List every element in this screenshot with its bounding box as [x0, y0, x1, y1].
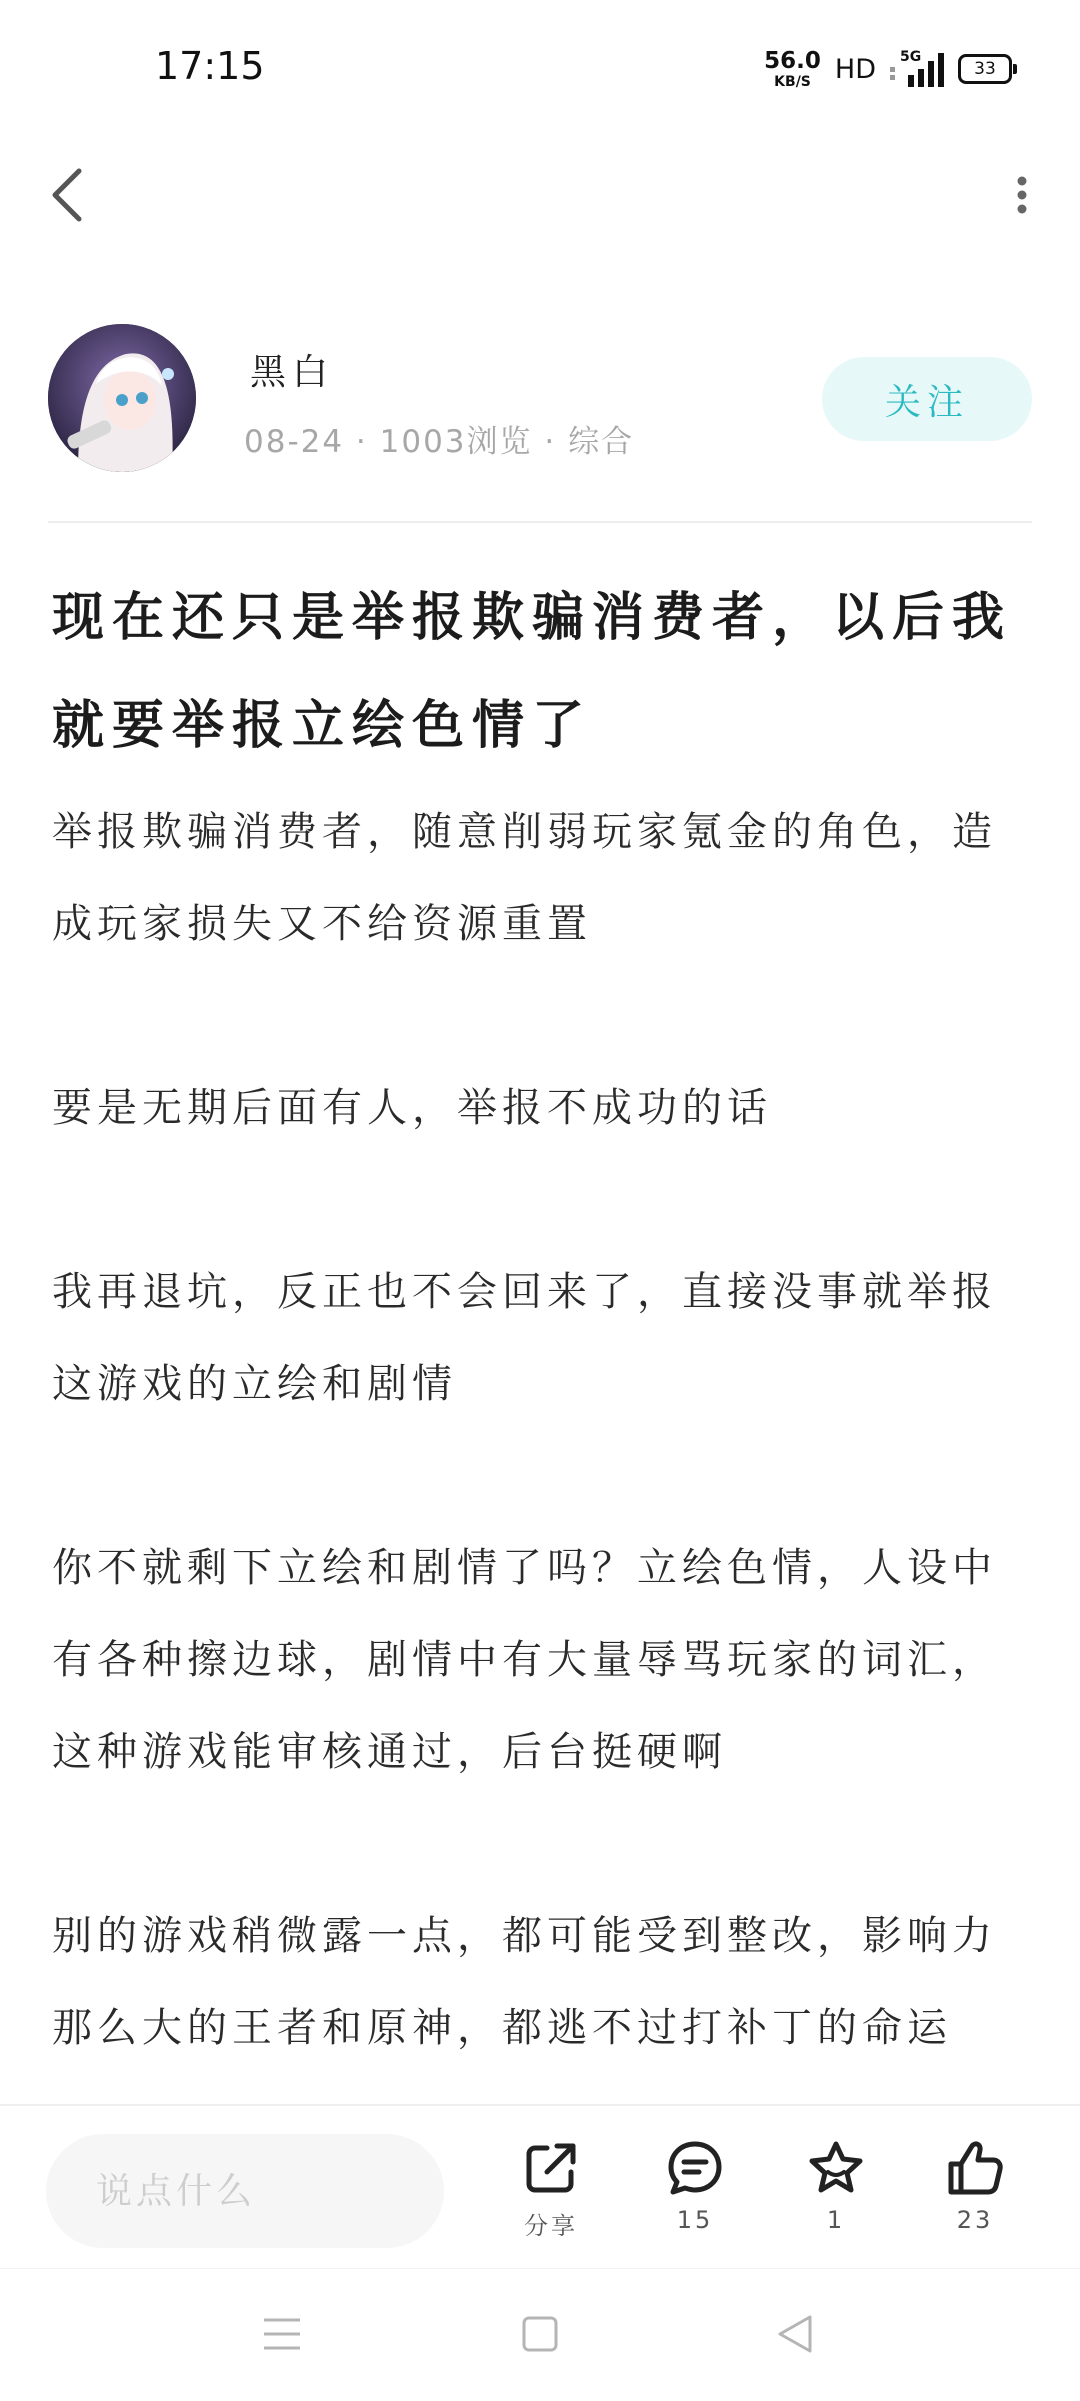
- status-time: 17:15: [155, 44, 265, 88]
- menu-icon: [262, 2316, 302, 2352]
- article-paragraph: 举报欺骗消费者，随意削弱玩家氪金的角色，造成玩家损失又不给资源重置: [52, 809, 997, 947]
- article-paragraph: 你不就剩下立绘和剧情了吗？立绘色情，人设中有各种擦边球，剧情中有大量辱骂玩家的词汇，这种游戏能审核通过，后台挺硬啊: [52, 1545, 997, 1775]
- status-bar: [0, 0, 1080, 130]
- system-nav-bar: [0, 2268, 1080, 2401]
- article-paragraph: 我再退坑，反正也不会回来了，直接没事就举报这游戏的立绘和剧情: [52, 1269, 997, 1407]
- follow-button[interactable]: 关注: [822, 357, 1032, 441]
- battery-level: 33: [974, 59, 996, 79]
- comment-input[interactable]: [46, 2134, 444, 2248]
- author-header: [0, 320, 1080, 480]
- more-options-button[interactable]: [992, 160, 1052, 230]
- star-icon: [806, 2138, 866, 2198]
- share-button[interactable]: [496, 2138, 606, 2250]
- network-speed: [764, 47, 821, 90]
- square-home-icon: [521, 2315, 559, 2353]
- favorite-button[interactable]: [781, 2138, 891, 2250]
- bottom-action-bar: [0, 2104, 1080, 2270]
- top-nav: [0, 140, 1080, 250]
- comment-button[interactable]: [640, 2138, 750, 2250]
- article-title: 现在还只是举报欺骗消费者，以后我就要举报立绘色情了: [52, 588, 1013, 756]
- comment-count: 15: [676, 2206, 714, 2234]
- share-icon: [521, 2138, 581, 2198]
- battery-icon: [958, 54, 1012, 84]
- signal-icon: [890, 51, 944, 87]
- status-indicators: [764, 44, 1012, 94]
- share-label: 分享: [524, 2212, 578, 2240]
- author-name[interactable]: 黑白: [250, 352, 335, 393]
- more-vertical-icon: [1015, 175, 1029, 215]
- favorite-count: 1: [826, 2206, 846, 2234]
- comment-icon: [665, 2138, 725, 2198]
- article-body: [52, 786, 1032, 2102]
- recent-apps-button[interactable]: [242, 2299, 322, 2369]
- avatar[interactable]: [48, 324, 196, 472]
- network-speed-value: 56.0: [764, 47, 821, 74]
- thumbs-up-icon: [945, 2138, 1005, 2198]
- like-count: 23: [956, 2206, 994, 2234]
- back-button[interactable]: [36, 160, 96, 230]
- chevron-left-icon: [49, 167, 83, 223]
- hd-indicator: HD: [834, 53, 876, 85]
- triangle-back-icon: [774, 2313, 814, 2355]
- system-back-button[interactable]: [754, 2299, 834, 2369]
- post-meta: 08-24 · 1003浏览 · 综合: [244, 424, 635, 460]
- home-button[interactable]: [500, 2299, 580, 2369]
- article-paragraph: 别的游戏稍微露一点，都可能受到整改，影响力那么大的王者和原神，都逃不过打补丁的命运: [52, 1913, 997, 2051]
- network-speed-unit: KB/S: [774, 73, 811, 90]
- network-type: 5G: [900, 49, 922, 65]
- like-button[interactable]: [920, 2138, 1030, 2250]
- divider: [48, 521, 1032, 523]
- article-paragraph: 要是无期后面有人，举报不成功的话: [52, 1085, 772, 1131]
